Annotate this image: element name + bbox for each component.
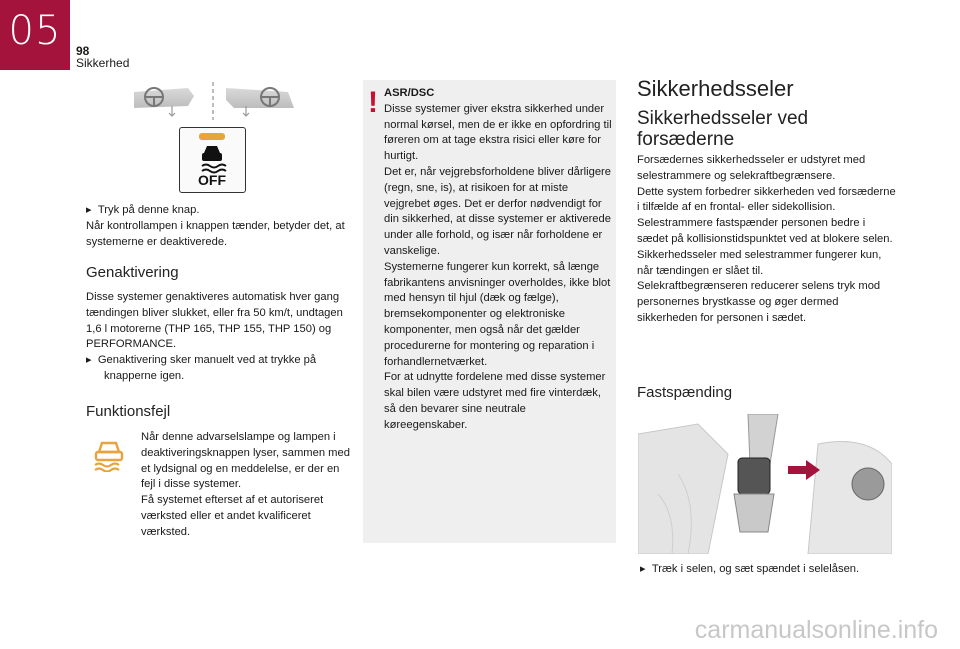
section-subtitle (637, 108, 808, 150)
press-bullet: Tryk på denne knap. (97, 204, 200, 216)
reactivation-text: Disse systemer genaktiveres automatisk hver gang tændingen bliver slukket, eller fra 50 km/t, undtagen 1,6 l motorerne (THP 165, THP 155, THP 150) og PERFORMANCE. (86, 291, 343, 351)
seatbelt-paragraph-1: Forsædernes sikkerhedsseler er udstyret med selestrammere og selekraftbegrænsere. (637, 154, 866, 182)
seatbelt-paragraph-4: Selekraftbegrænseren reducerer selens tryk mod personernes brystkasse og øger dermed sikkerheden for personen i sædet. (637, 280, 881, 324)
right-dashboard-shape (226, 88, 294, 108)
steering-illustration (130, 80, 298, 122)
seatbelt-paragraph-3: Sikkerhedsseler med selestrammer fungerer kun, når tændingen er slået til. (637, 248, 882, 277)
seatbelt-paragraph-2: Dette system forbedrer sikkerheden ved forsæderne i tilfælde af en frontal- eller sidekollision. Selestrammere fastspænder personen bedre i sædet på kollisionstidspunktet ved at blokere selen. (637, 185, 896, 245)
warning-mark-icon: ! (368, 86, 378, 119)
subtitle-line-1: Sikkerhedsseler ved (637, 108, 809, 129)
malfunction-heading: Funktionsfejl (86, 403, 171, 420)
warning-title: ASR/DSC (384, 87, 435, 99)
warning-paragraph-3: Systemerne fungerer kun korrekt, så længe fabrikantens anvisninger overholdes, ikke blot med hensyn til hjul (dæk og fælge), bremsekomponenter og elektroniske komponenter, men også når det gælder procedurerne for montering og reparation i forhandlernetværket. (384, 260, 611, 368)
malfunction-text-2: Få systemet efterset af et autoriseret værksted eller et andet kvalificeret værksted. (141, 494, 324, 538)
reactivation-section (86, 290, 348, 385)
fastening-instruction (640, 562, 900, 578)
press-text: Når kontrollampen i knappen tænder, betyder det, at systemerne er deaktiverede. (86, 219, 345, 248)
malfunction-section (141, 430, 351, 541)
left-dashboard-shape (134, 88, 194, 108)
subtitle-line-2: forsæderne (637, 129, 735, 150)
fastening-heading: Fastspænding (637, 384, 733, 401)
esp-off-switch (179, 127, 246, 193)
warning-content (384, 86, 612, 434)
seatbelt-description (637, 153, 899, 327)
switch-off-label: OFF (198, 172, 226, 188)
watermark: carmanualsonline.info (694, 616, 938, 644)
fastening-bullet: Træk i selen, og sæt spændet i selelåsen. (651, 563, 860, 575)
warning-paragraph-4: For at udnytte fordelene med disse systemer skal bilen være udstyret med fire vinterdæk, så den bevarer sine neutrale køreegenskaber. (384, 371, 606, 431)
tri-bullet-icon: ▸ (86, 354, 98, 367)
reactivation-bullet: Genaktivering sker manuelt ved at trykke på knapperne igen. (97, 354, 317, 382)
page-number: 98 (76, 44, 90, 58)
skid-car-warning-icon (92, 438, 126, 472)
malfunction-text: Når denne advarselslampe og lampen i deaktiveringsknappen lyser, sammen med et lydsignal og en meddelelse, er der en fejl i disse systemer. (141, 431, 350, 491)
buckle-tongue-shape (738, 458, 770, 494)
chapter-number: 05 (8, 8, 62, 54)
warning-paragraph-2: Det er, når vejgrebsforholdene bliver dårligere (regn, sne, is), at risikoen for at miste vejgrebet øges. Det er derfor nødvendigt for din sikkerhed, at disse systemer er aktiverede under alle forhold, og især når forholdene er vanskelige. (384, 165, 611, 257)
warning-paragraph-1: Disse systemer giver ekstra sikkerhed under normal kørsel, men de er ikke en opfordring til føreren om at tage ekstra risici eller køre for hurtigt. (384, 102, 612, 163)
press-instructions (86, 203, 348, 250)
reactivation-heading: Genaktivering (86, 264, 179, 281)
seatbelt-buckle-illustration (638, 414, 892, 554)
section-title: Sikkerhedsseler (637, 76, 794, 101)
chapter-title: Sikkerhed (76, 56, 130, 70)
tri-bullet-icon: ▸ (86, 204, 98, 216)
tri-bullet-icon: ▸ (640, 563, 652, 575)
